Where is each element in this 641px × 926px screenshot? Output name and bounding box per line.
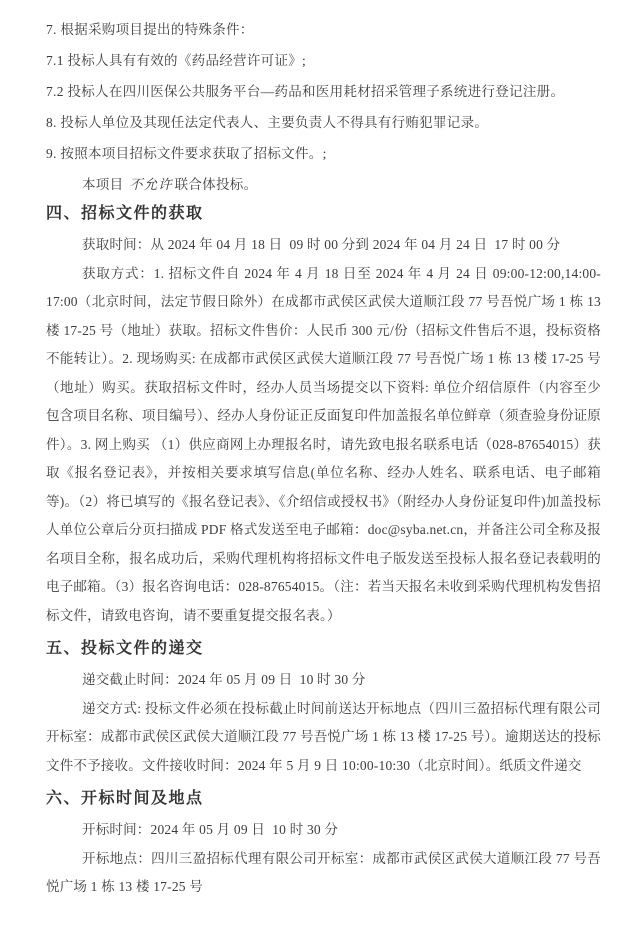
acquisition-time-line: 获取时间：从 2024 年 04 月 18 日 09 时 00 分到 2024 年 04 月 24 日 17 时 00 分 bbox=[82, 237, 561, 252]
opening-time-line: 开标时间：2024 年 05 月 09 日 10 时 30 分 bbox=[82, 822, 339, 837]
section-heading-bid-doc-acquisition: 四、招标文件的获取 bbox=[46, 205, 204, 222]
section-heading-bid-opening: 六、开标时间及地点 bbox=[46, 790, 204, 807]
condition-item-7-1: 7.1 投标人具有有效的《药品经营许可证》; bbox=[46, 53, 307, 68]
condition-item-7-2: 7.2 投标人在四川医保公共服务平台—药品和医用耗材招采管理子系统进行登记注册。 bbox=[46, 84, 565, 99]
joint-bid-note-suffix: 联合体投标。 bbox=[174, 177, 258, 192]
joint-bid-emphasis: 不允许 bbox=[129, 177, 173, 192]
section-heading-bid-submission: 五、投标文件的递交 bbox=[46, 640, 204, 657]
opening-location-paragraph: 开标地点：四川三盈招标代理有限公司开标室：成都市武侯区武侯大道顺江段 77 号吾悦广场 1 栋 13 楼 17-25 号 bbox=[46, 850, 601, 894]
condition-item-7: 7. 根据采购项目提出的特殊条件： bbox=[46, 22, 254, 37]
joint-bid-note-prefix: 本项目 bbox=[82, 177, 128, 192]
condition-item-9: 9. 按照本项目招标文件要求获取了招标文件。; bbox=[46, 146, 327, 161]
condition-item-8: 8. 投标人单位及其现任法定代表人、主要负责人不得具有行贿犯罪记录。 bbox=[46, 115, 489, 130]
submission-deadline-line: 递交截止时间：2024 年 05 月 09 日 10 时 30 分 bbox=[82, 672, 366, 687]
joint-bid-note bbox=[46, 175, 601, 195]
acquisition-method-paragraph: 获取方式：1. 招标文件自 2024 年 4 月 18 日至 2024 年 4 月 24 日 09:00-12:00,14:00-17:00（北京时间，法定节假日除外）在成都市武侯区武侯大道顺江段 77 号吾悦广场 1 栋 13 楼 17-25 号（地址）获取。招标文件售价：人民币 300 元/份（招标文件售后不退，投标资格不能转让）。2. 现场购买: 在成都市武侯区武侯大道顺江段 77 号吾悦广场 1 栋 13 楼 17-25 号（地址）购买。获取招标文件时，经办人员当场提交以下资料: 单位介绍信原件（内容至少包含项目名称、项目编号）、经办人身份证正反面复印件加盖报名单位鲜章（须查验身份证原件）。3. 网上购买 （1）供应商网上办理报名时，请先致电报名联系电话（028-87654015）获取《报名登记表》，并按相关要求填写信息(单位名称、经办人姓名、联系电话、电子邮箱等)。（2）将已填写的《报名登记表》、《介绍信或授权书》（附经办人身份证复印件)加盖投标人单位公章后分页扫描成 PDF 格式发送至电子邮箱：doc@syba.net.cn，并备注公司全称及报名项目全称，报名成功后，采购代理机构将招标文件电子版发送至投标人报名登记表载明的电子邮箱。（3）报名咨询电话：028-87654015。（注：若当天报名未收到采购代理机构发售招标文件，请致电咨询，请不要重复提交报名表。） bbox=[46, 265, 601, 623]
submission-method-paragraph: 递交方式: 投标文件必须在投标截止时间前送达开标地点（四川三盈招标代理有限公司开标室：成都市武侯区武侯大道顺江段 77 号吾悦广场 1 栋 13 楼 17-25 号）。逾期送达的投标文件不予接收。文件接收时间：2024 年 5 月 9 日 10:00-10:30（北京时间）。纸质文件递交 bbox=[46, 700, 601, 773]
